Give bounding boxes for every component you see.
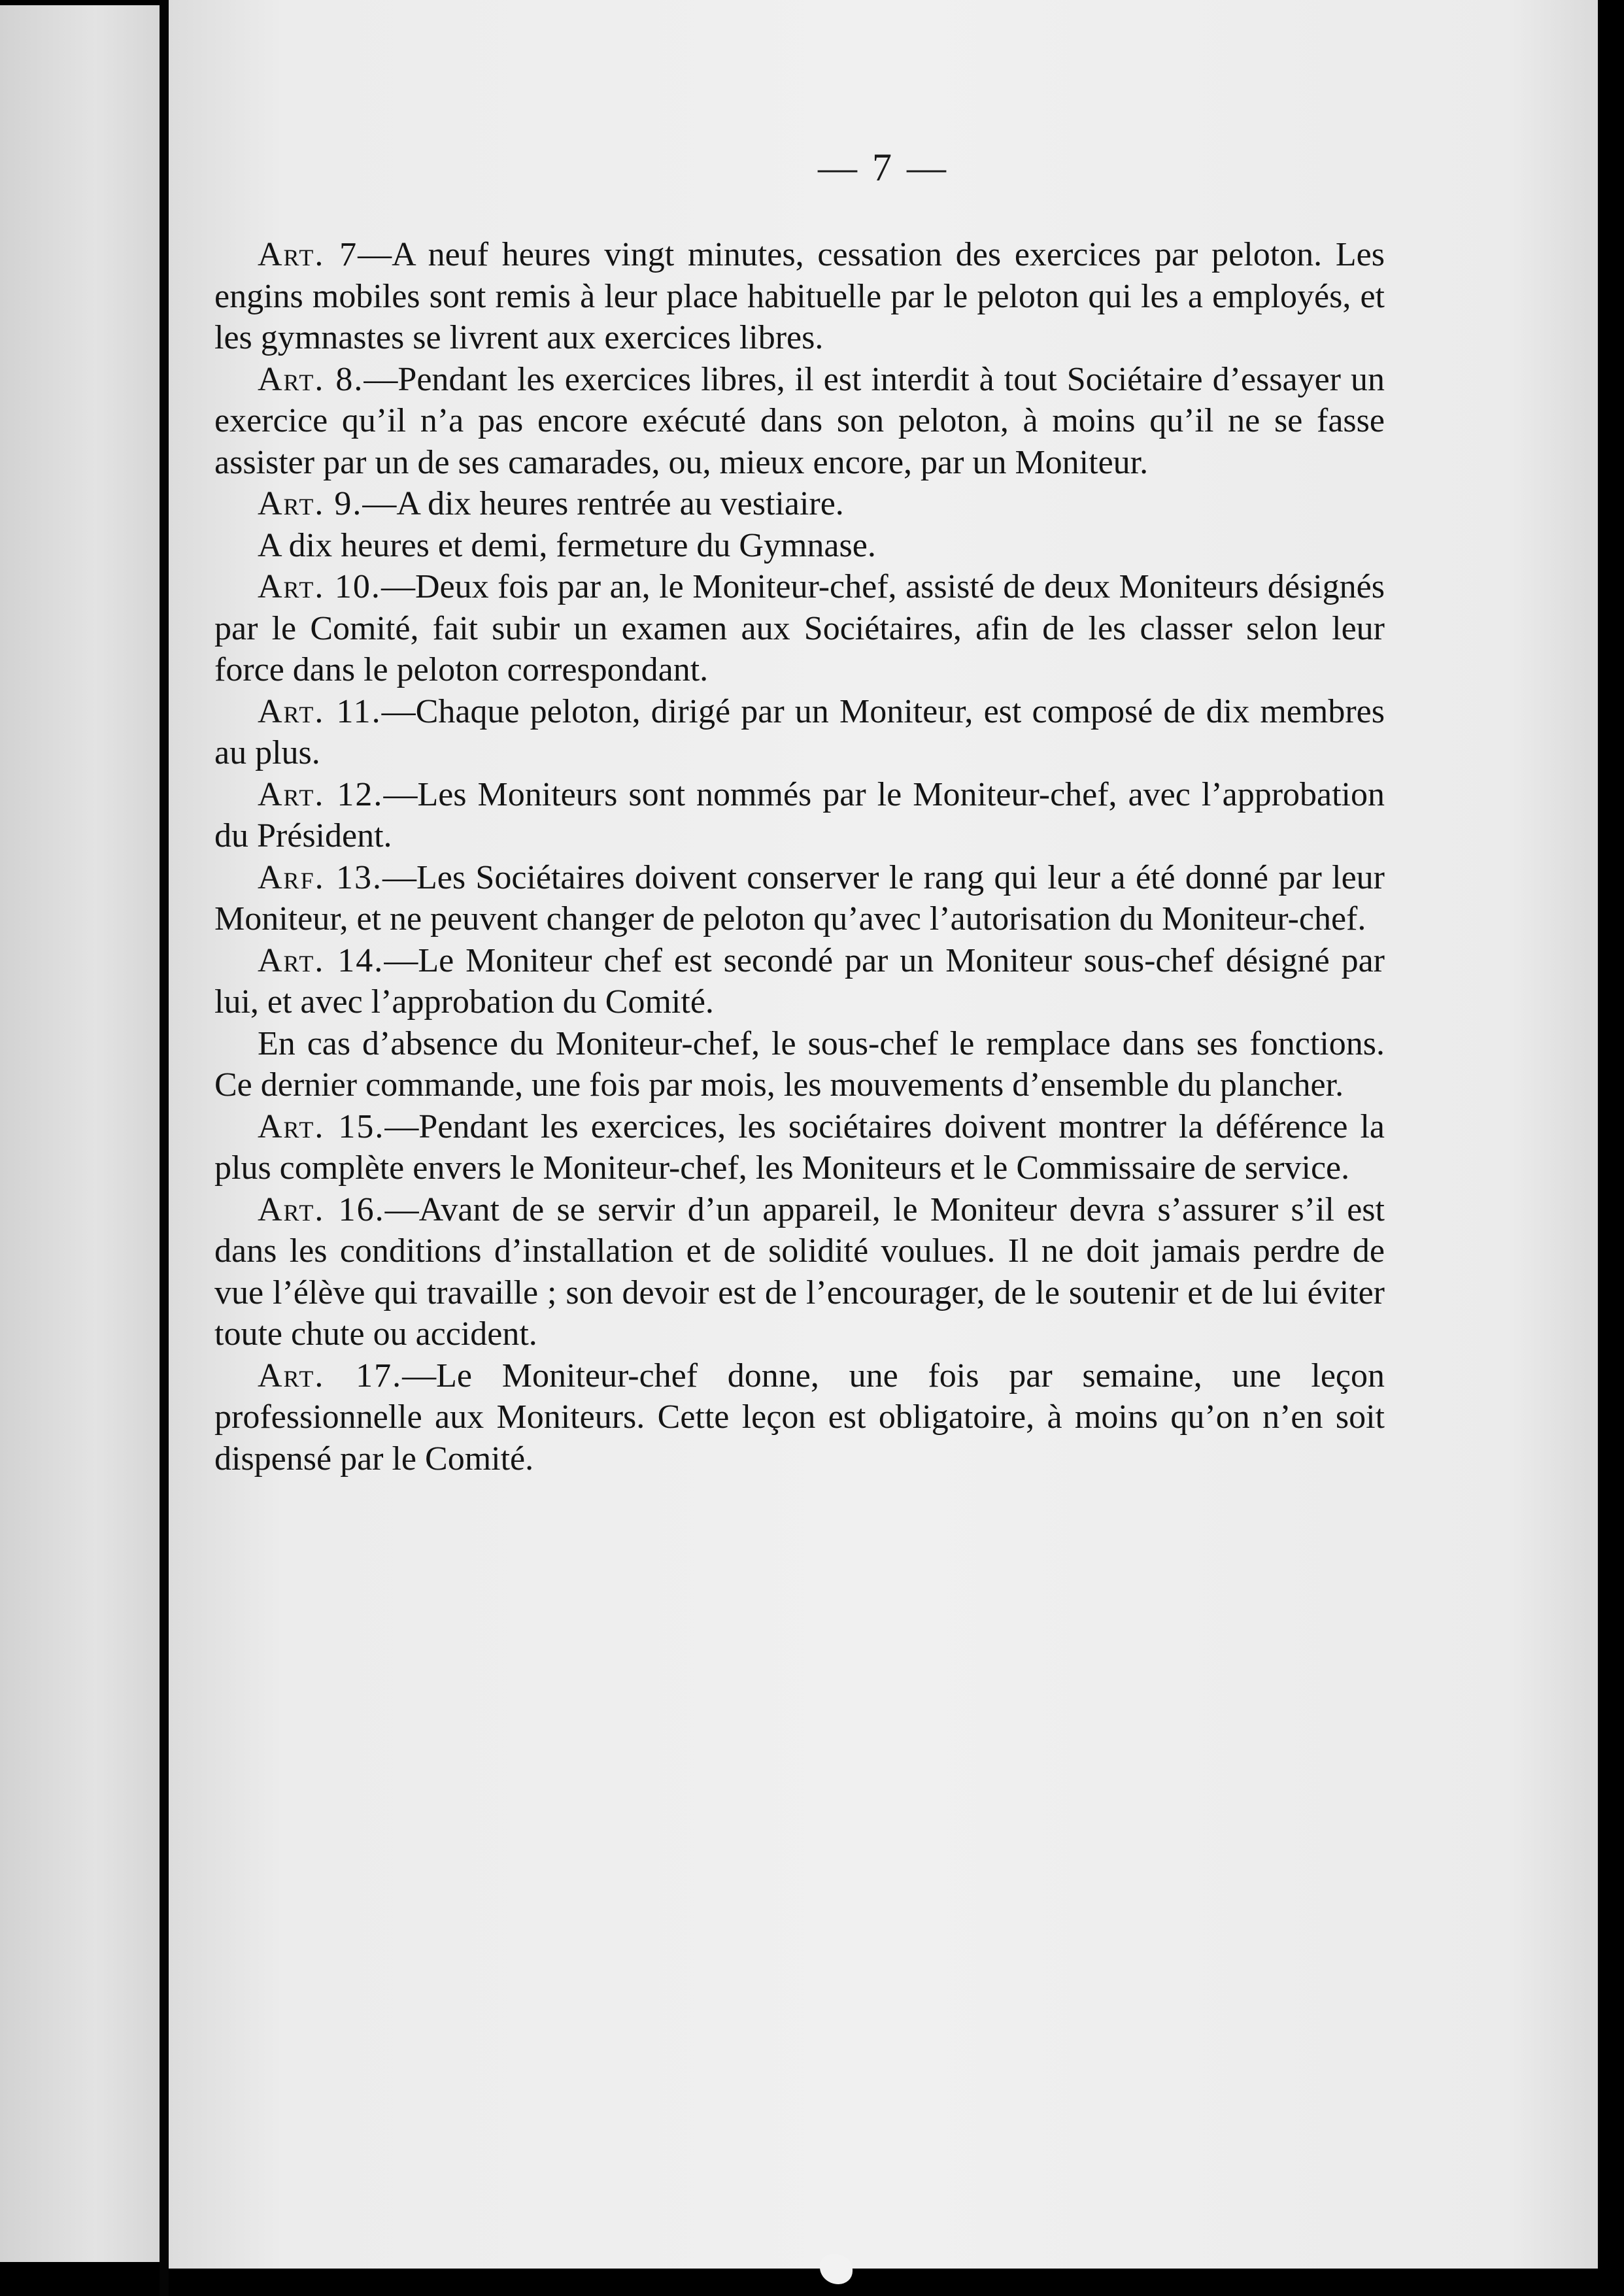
article-label: Art. 11. (258, 692, 382, 730)
facing-page-edge (0, 5, 160, 2262)
page-number: — 7 — (818, 146, 949, 189)
paragraph-text: —Le Moniteur chef est secondé par un Moniteur sous-chef désigné par lui, et avec l’approbation du Comité. (214, 941, 1385, 1021)
paragraph-art-12 (214, 774, 1385, 857)
paper-tear-mark (820, 2254, 853, 2284)
paragraph-text: —Les Moniteurs sont nommés par le Moniteur-chef, avec l’approbation du Président. (214, 775, 1385, 854)
paragraph-art-14 (214, 940, 1385, 1023)
paragraph-text: A dix heures et demi, fermeture du Gymnase. (258, 526, 876, 564)
paragraph-text: —Deux fois par an, le Moniteur-chef, assisté de deux Moniteurs désignés par le Comité, fait subir un examen aux Sociétaires, afin de les classer selon leur force dans le peloton correspondant. (214, 568, 1385, 688)
paragraph-art-13 (214, 857, 1385, 940)
article-label: Art. 8. (258, 360, 364, 398)
article-label: Art. 12. (258, 775, 384, 813)
article-label: Art. 7 (258, 236, 358, 273)
article-text-block (214, 234, 1385, 1479)
paragraph-art-8 (214, 359, 1385, 484)
article-label: Art. 9. (258, 485, 363, 522)
paragraph-text: —Le Moniteur-chef donne, une fois par semaine, une leçon professionnelle aux Moniteurs. Cette leçon est obligatoire, à moins qu’on n’en soit dispensé par le Comité. (214, 1357, 1385, 1477)
paragraph-text: —Pendant les exercices, les sociétaires doivent montrer la déférence la plus complète envers le Moniteur-chef, les Moniteurs et le Commissaire de service. (214, 1107, 1385, 1187)
paragraph-art-7 (214, 234, 1385, 359)
article-label: Art. 10. (258, 568, 381, 605)
paragraph-art-9 (214, 483, 1385, 525)
paragraph-text: —Pendant les exercices libres, il est interdit à tout Sociétaire d’essayer un exercice qu’il n’a pas encore exécuté dans son peloton, à moins qu’il ne se fasse assister par un de ses camarades, ou, mieux encore, par un Moniteur. (214, 360, 1385, 481)
paragraph-absence-clause (214, 1023, 1385, 1106)
paragraph-text: —A dix heures rentrée au vestiaire. (362, 485, 844, 522)
book-gutter (160, 0, 169, 2296)
paragraph-art-16 (214, 1189, 1385, 1355)
paragraph-art-17 (214, 1355, 1385, 1480)
article-label: Art. 15. (258, 1107, 385, 1145)
paragraph-text: —Les Sociétaires doivent conserver le rang qui leur a été donné par leur Moniteur, et ne peuvent changer de peloton qu’avec l’autorisation du Moniteur-chef. (214, 858, 1385, 937)
paragraph-text: —A neuf heures vingt minutes, cessation des exercices par peloton. Les engins mobiles sont remis à leur place habituelle par le peloton qui les a employés, et les gymnastes se livrent aux exercices libres. (214, 236, 1385, 356)
paragraph-art-11 (214, 691, 1385, 774)
paragraph-text: —Avant de se servir d’un appareil, le Moniteur devra s’assurer s’il est dans les conditions d’installation et de solidité voulues. Il ne doit jamais perdre de vue l’élève qui travaille ; son devoir est de l’encourager, de le soutenir et de lui éviter toute chute ou accident. (214, 1190, 1385, 1353)
paragraph-art-15 (214, 1106, 1385, 1189)
paragraph-text: —Chaque peloton, dirigé par un Moniteur, est composé de dix membres au plus. (214, 692, 1385, 771)
paragraph-art-10 (214, 566, 1385, 691)
article-label: Art. 14. (258, 941, 384, 979)
paragraph-text: En cas d’absence du Moniteur-chef, le sous-chef le remplace dans ses fonctions. Ce dernier commande, une fois par mois, les mouvements d’ensemble du plancher. (214, 1024, 1385, 1104)
article-label: Art. 17. (258, 1357, 403, 1394)
paragraph-closing-time (214, 525, 1385, 567)
article-label: Arf. 13. (258, 858, 382, 896)
article-label: Art. 16. (258, 1190, 385, 1228)
